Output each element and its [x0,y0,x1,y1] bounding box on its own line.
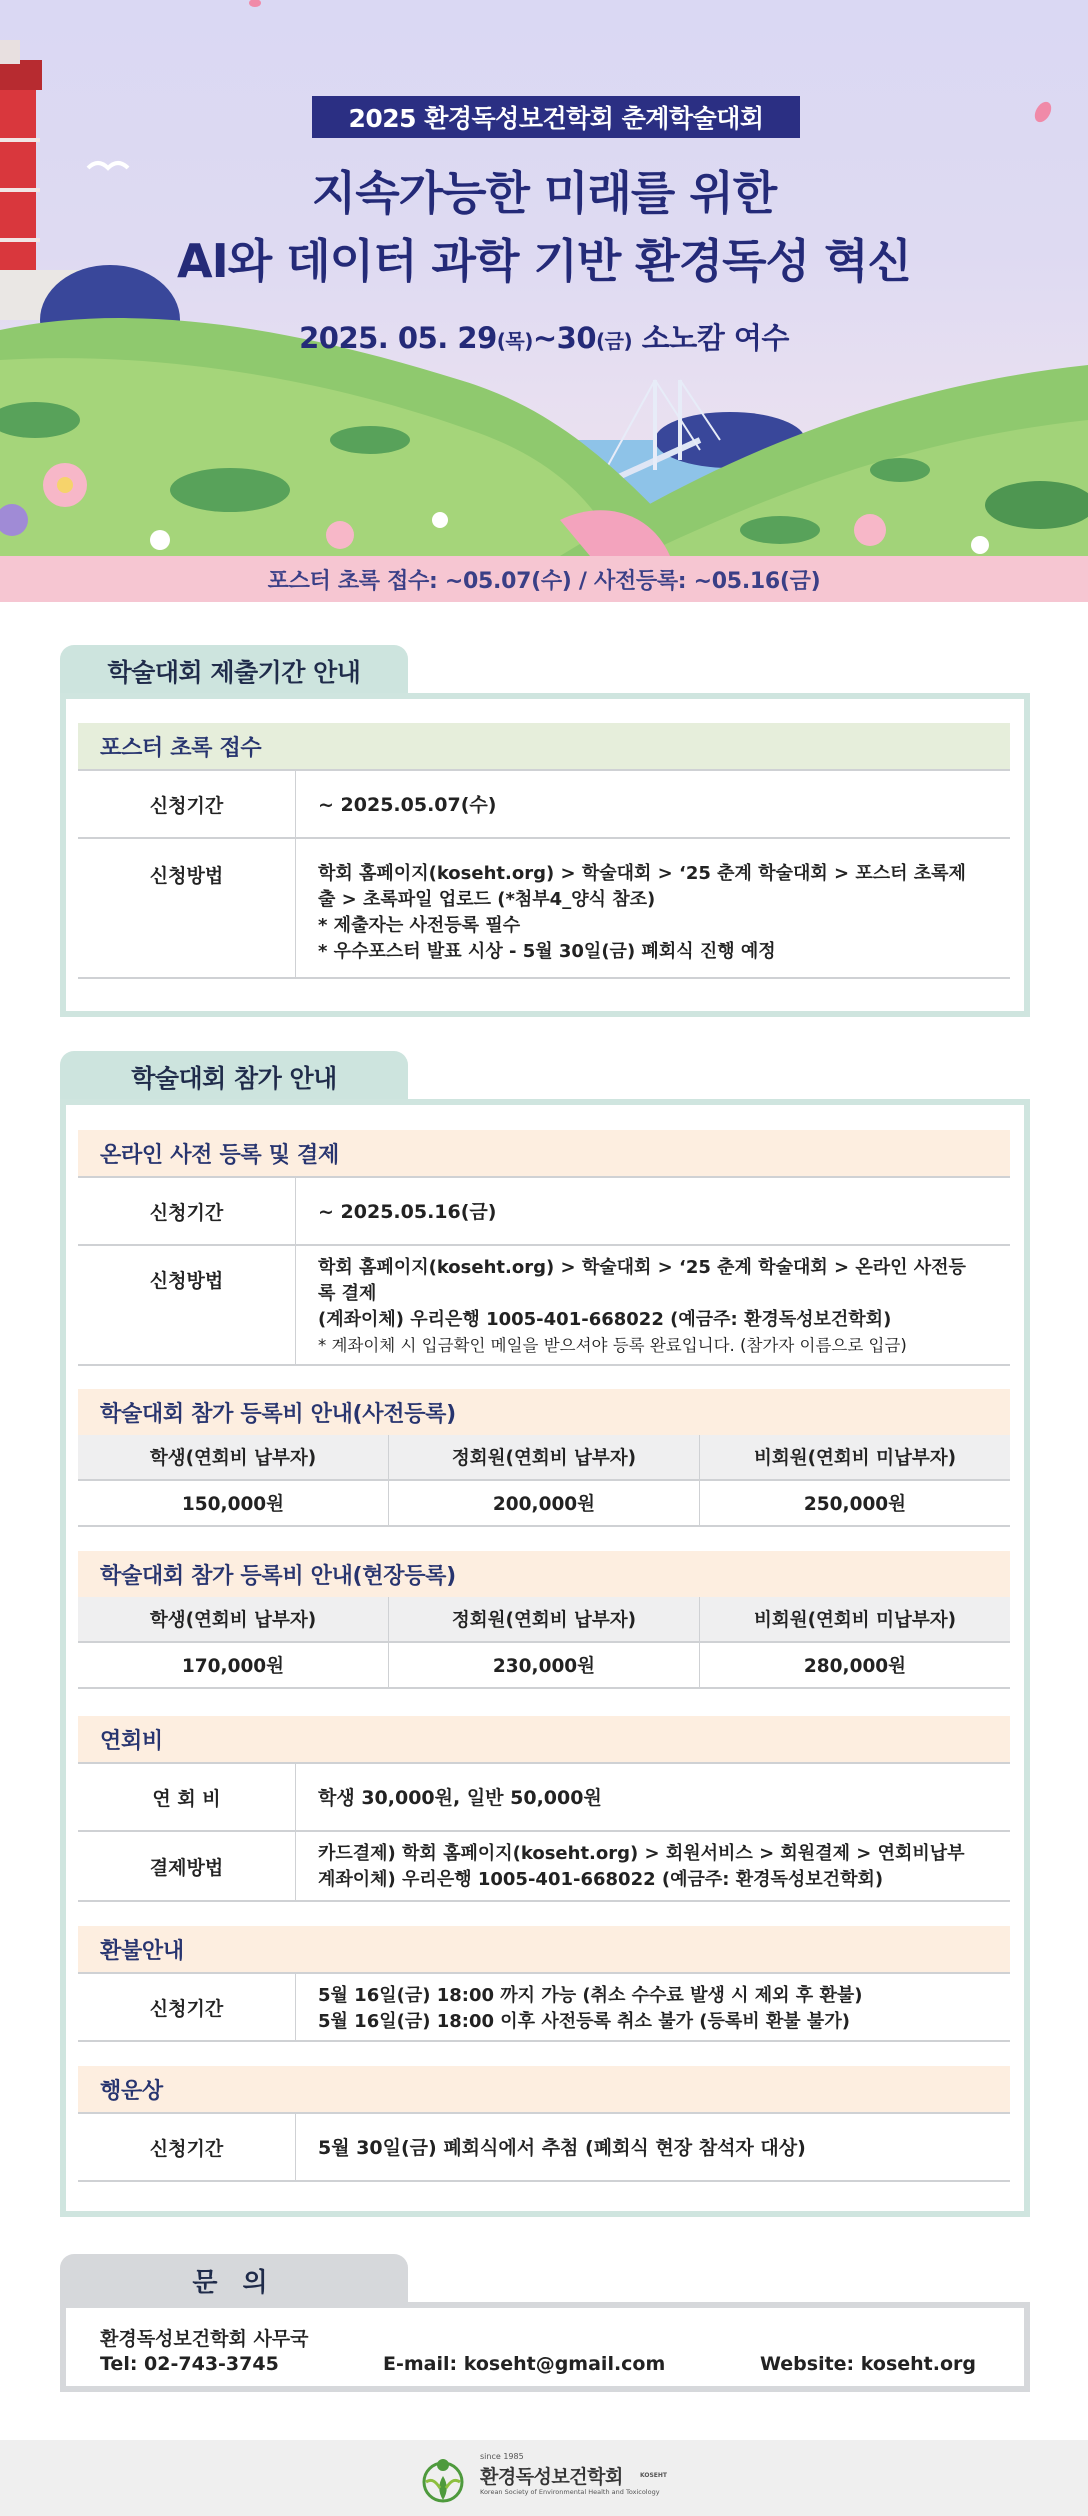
date-day1: (목) [496,329,533,353]
fee-value-member: 230,000원 [389,1643,700,1687]
contact-email[interactable]: E-mail: koseht@gmail.com [383,2353,666,2375]
fee-header-student: 학생(연회비 납부자) [78,1435,389,1479]
label-annual-fee: 연 회 비 [78,1764,296,1830]
footer-english-name: Korean Society of Environmental Health and Toxicology [480,2488,660,2496]
section-tab-submission: 학술대회 제출기간 안내 [60,645,408,697]
fee-header-row [78,1435,1010,1481]
label-payment-method: 결제방법 [78,1832,296,1900]
method-note: * 계좌이체 시 입금확인 메일을 받으셔야 등록 완료입니다. (참가자 이름으로 입금) [318,1336,907,1355]
subhead-poster-abstract: 포스터 초록 접수 [78,723,1010,769]
method-line: 학회 홈페이지(koseht.org) > 학술대회 > ‘25 춘계 학술대회 > 온라인 사전등 [318,1257,966,1278]
fee-value-row [78,1643,1010,1689]
date-end: ~30 [532,321,597,355]
contact-website[interactable]: Website: koseht.org [760,2353,976,2375]
section-tab-contact: 문 의 [60,2254,408,2306]
section-tab-participation: 학술대회 참가 안내 [60,1051,408,1103]
row-registration-period [78,1176,1010,1246]
event-date-venue [0,316,1088,357]
row-annual-fee [78,1762,1010,1832]
value-period: ~ 2025.05.16(금) [318,1201,497,1223]
subhead-refund: 환불안내 [78,1926,1010,1972]
method-line: 학회 홈페이지(koseht.org) > 학술대회 > ‘25 춘계 학술대회 > 포스터 초록제 [318,863,966,884]
payment-line: 계좌이체) 우리은행 1005-401-668022 (예금주: 환경독성보건학회) [318,1869,884,1890]
label-lucky-draw: 신청기간 [78,2114,296,2180]
fee-value-nonmember: 250,000원 [803,1494,907,1515]
method-line: * 우수포스터 발표 시상 - 5월 30일(금) 폐회식 진행 예정 [318,941,776,962]
payment-line: 카드결제) 학회 홈페이지(koseht.org) > 회원서비스 > 회원결제 > 연회비납부 [318,1843,965,1864]
event-title-line2: AI와 데이터 과학 기반 환경독성 혁신 [177,234,911,288]
value-period: ~ 2025.05.07(수) [318,794,497,816]
value-payment-method [318,1841,1000,1893]
row-payment-method [78,1832,1010,1902]
footer-society-name: 환경독성보건학회 [480,2466,623,2488]
fee-header-member: 정회원(연회비 납부자) [389,1597,700,1641]
fee-header-nonmember: 비회원(연회비 미납부자) [753,1448,957,1469]
row-submission-method [78,839,1010,979]
subhead-annual-fee: 연회비 [78,1716,1010,1762]
event-badge: 2025 환경독성보건학회 춘계학술대회 [312,96,800,138]
method-line: 록 결제 [318,1283,377,1304]
fee-table-pre [78,1435,1010,1527]
fee-header-student: 학생(연회비 납부자) [78,1597,389,1641]
value-method [318,1255,1000,1359]
subhead-pre-registration-fee: 학술대회 참가 등록비 안내(사전등록) [78,1389,1010,1435]
row-refund [78,1972,1010,2042]
venue: 소노캄 여수 [632,321,789,355]
society-logo-icon [418,2456,468,2504]
fee-value-student: 170,000원 [78,1643,389,1687]
subhead-online-registration: 온라인 사전 등록 및 결제 [78,1130,1010,1176]
fee-value-nonmember: 280,000원 [803,1656,907,1677]
date-start: 2025. 05. 29 [299,321,497,355]
row-lucky-draw [78,2112,1010,2182]
footer [0,2440,1088,2516]
label-method: 신청방법 [78,1246,296,1364]
contact-tel: Tel: 02-743-3745 [100,2353,279,2375]
footer-since: since 1985 [480,2452,524,2461]
label-method: 신청방법 [78,839,296,977]
deadline-bar: 포스터 초록 접수: ~05.07(수) / 사전등록: ~05.16(금) [0,556,1088,602]
event-title-line1: 지속가능한 미래를 위한 [311,166,777,220]
fee-header-row [78,1597,1010,1643]
value-lucky-draw: 5월 30일(금) 폐회식에서 추첨 (폐회식 현장 참석자 대상) [318,2137,806,2159]
fee-header-member: 정회원(연회비 납부자) [389,1435,700,1479]
subhead-lucky-draw: 행운상 [78,2066,1010,2112]
date-day2: (금) [596,329,633,353]
method-line: (계좌이체) 우리은행 1005-401-668022 (예금주: 환경독성보건학회) [318,1309,892,1330]
label-refund: 신청기간 [78,1974,296,2040]
label-period: 신청기간 [78,771,296,837]
fee-table-onsite [78,1597,1010,1689]
fee-value-student: 150,000원 [78,1481,389,1525]
fee-value-row [78,1481,1010,1527]
subhead-onsite-registration-fee: 학술대회 참가 등록비 안내(현장등록) [78,1551,1010,1597]
hero-banner [0,0,1088,556]
contact-org: 환경독성보건학회 사무국 [100,2328,309,2350]
method-line: * 제출자는 사전등록 필수 [318,915,521,936]
fee-header-nonmember: 비회원(연회비 미납부자) [753,1610,957,1631]
refund-line: 5월 16일(금) 18:00 이후 사전등록 취소 불가 (등록비 환불 불가) [318,2011,850,2032]
row-submission-period [78,769,1010,839]
value-method [318,861,1000,965]
value-refund [318,1983,1000,2035]
label-period: 신청기간 [78,1178,296,1244]
refund-line: 5월 16일(금) 18:00 까지 가능 (취소 수수료 발생 시 제외 후 환불) [318,1985,863,2006]
row-registration-method [78,1246,1010,1366]
fee-value-member: 200,000원 [389,1481,700,1525]
value-annual-fee: 학생 30,000원, 일반 50,000원 [318,1787,602,1809]
method-line: 출 > 초록파일 업로드 (*첨부4_양식 참조) [318,889,656,910]
footer-abbr: KOSEHT [640,2472,668,2479]
